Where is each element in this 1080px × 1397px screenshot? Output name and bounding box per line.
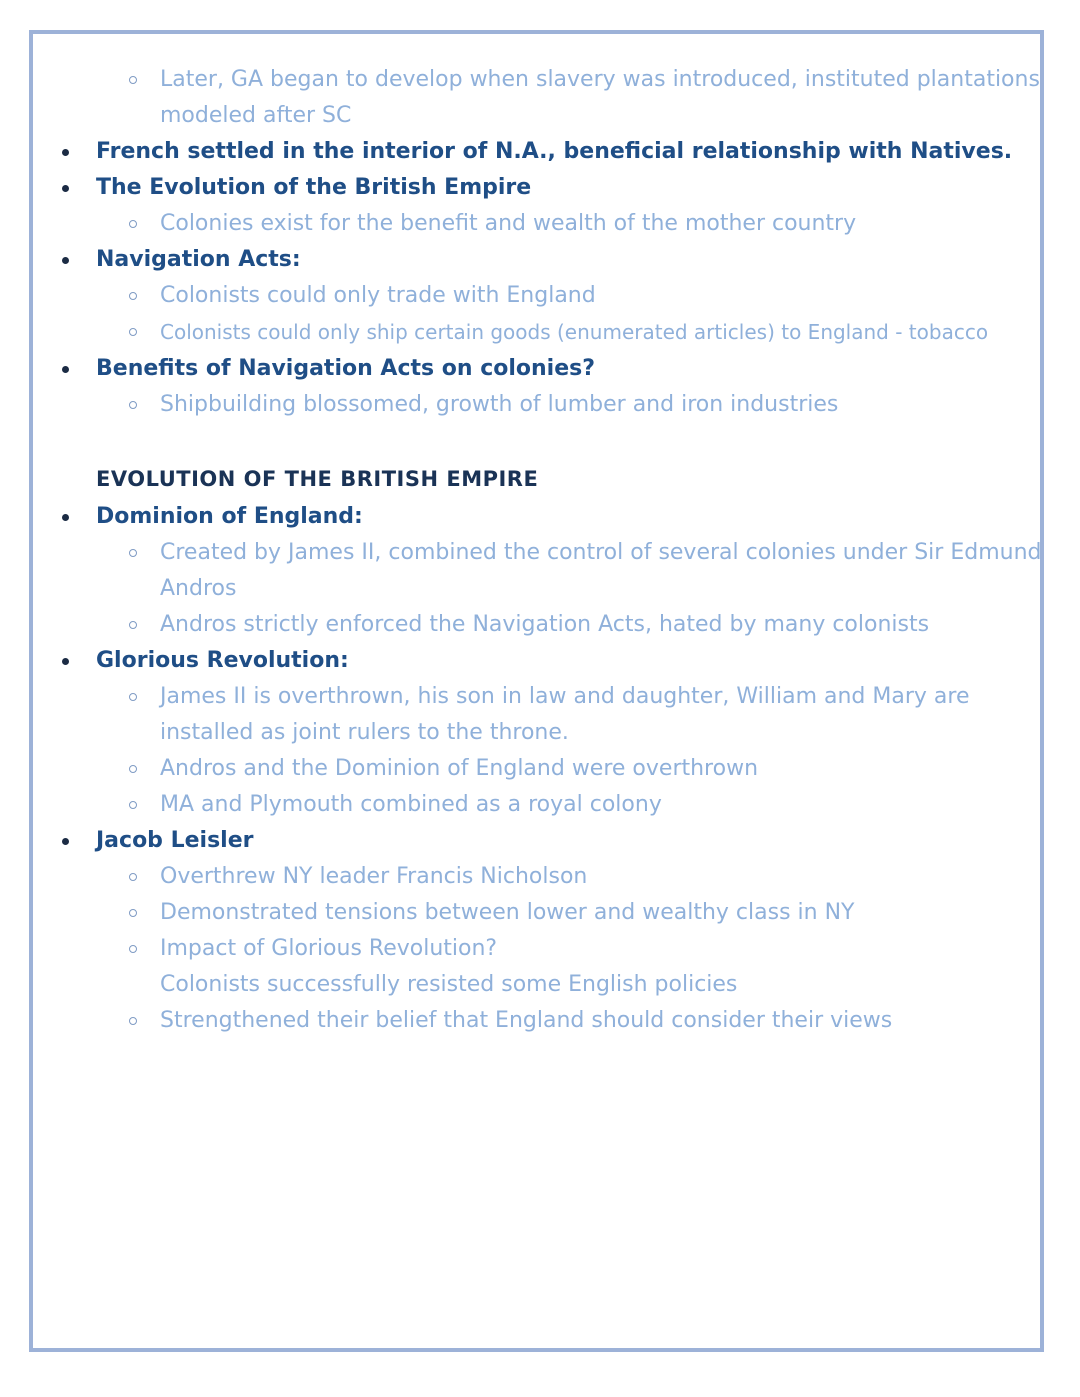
note-text: Andros and the Dominion of England were overthrown bbox=[160, 756, 759, 781]
circle-bullet-icon bbox=[129, 945, 137, 953]
circle-bullet-icon bbox=[129, 328, 137, 336]
note-text: Demonstrated tensions between lower and wealthy class in NY bbox=[160, 900, 855, 925]
note-text: Overthrew NY leader Francis Nicholson bbox=[160, 864, 588, 889]
bullet-icon bbox=[62, 257, 69, 264]
circle-bullet-icon bbox=[129, 693, 137, 701]
list-item-continuation bbox=[60, 571, 1020, 607]
list-item bbox=[60, 62, 1040, 98]
bullet-icon bbox=[62, 514, 69, 521]
list-item bbox=[60, 859, 1020, 895]
bullet-icon bbox=[62, 838, 69, 845]
note-text: Andros bbox=[160, 576, 237, 601]
bullet-icon bbox=[62, 149, 69, 156]
circle-bullet-icon bbox=[129, 220, 137, 228]
list-item-continuation bbox=[60, 967, 1020, 1003]
list-item bbox=[60, 278, 1020, 314]
topic-text: Benefits of Navigation Acts on colonies? bbox=[96, 356, 595, 381]
note-text: Created by James II, combined the control of several colonies under Sir Edmund bbox=[160, 540, 1042, 565]
note-text: Shipbuilding blossomed, growth of lumber and iron industries bbox=[160, 392, 839, 417]
list-item bbox=[60, 643, 1020, 679]
note-text: Andros strictly enforced the Navigation Acts, hated by many colonists bbox=[160, 612, 930, 637]
list-item bbox=[60, 931, 1020, 967]
note-text: Colonists could only trade with England bbox=[160, 283, 596, 308]
topic-text: Jacob Leisler bbox=[96, 828, 254, 853]
circle-bullet-icon bbox=[129, 765, 137, 773]
note-text: Later, GA began to develop when slavery was introduced, instituted plantations bbox=[160, 67, 1040, 92]
topic-text: Glorious Revolution: bbox=[96, 648, 349, 673]
list-item bbox=[60, 751, 1020, 787]
spacer bbox=[60, 423, 1020, 459]
note-text: Colonies exist for the benefit and wealth of the mother country bbox=[160, 211, 857, 236]
note-text: modeled after SC bbox=[160, 103, 352, 128]
list-item bbox=[60, 387, 1020, 423]
list-item bbox=[60, 134, 1020, 170]
list-item bbox=[60, 1003, 1020, 1039]
list-item bbox=[60, 314, 1020, 351]
circle-bullet-icon bbox=[129, 801, 137, 809]
list-item bbox=[60, 170, 1020, 206]
list-item bbox=[60, 787, 1020, 823]
circle-bullet-icon bbox=[129, 873, 137, 881]
note-text: installed as joint rulers to the throne. bbox=[160, 720, 569, 745]
note-text: Impact of Glorious Revolution? bbox=[160, 936, 498, 961]
section-heading: EVOLUTION OF THE BRITISH EMPIRE bbox=[96, 467, 539, 491]
topic-text: The Evolution of the British Empire bbox=[96, 175, 532, 200]
circle-bullet-icon bbox=[129, 909, 137, 917]
circle-bullet-icon bbox=[129, 292, 137, 300]
list-item bbox=[60, 206, 1020, 242]
topic-text: Navigation Acts: bbox=[96, 247, 301, 272]
circle-bullet-icon bbox=[129, 401, 137, 409]
list-item bbox=[60, 351, 1020, 387]
note-text: Colonists successfully resisted some English policies bbox=[160, 972, 738, 997]
note-text: MA and Plymouth combined as a royal colony bbox=[160, 792, 662, 817]
topic-text: French settled in the interior of N.A., beneficial relationship with Natives. bbox=[96, 139, 1013, 164]
note-text: James II is overthrown, his son in law and daughter, William and Mary are bbox=[160, 684, 970, 709]
topic-text: Dominion of England: bbox=[96, 504, 363, 529]
list-item bbox=[60, 895, 1020, 931]
circle-bullet-icon bbox=[129, 549, 137, 557]
note-text: Strengthened their belief that England should consider their views bbox=[160, 1008, 893, 1033]
list-item bbox=[60, 823, 1020, 859]
bullet-icon bbox=[62, 185, 69, 192]
bullet-icon bbox=[62, 658, 69, 665]
list-item bbox=[60, 535, 1042, 571]
list-item-continuation bbox=[60, 98, 1020, 134]
notes-content bbox=[60, 62, 1042, 1039]
list-item bbox=[60, 607, 1020, 643]
list-item-continuation bbox=[60, 715, 1020, 751]
list-item bbox=[60, 679, 1020, 715]
bullet-icon bbox=[62, 366, 69, 373]
circle-bullet-icon bbox=[129, 1017, 137, 1025]
note-text: Colonists could only ship certain goods (enumerated articles) to England - tobacco bbox=[160, 320, 989, 344]
list-item bbox=[60, 499, 1020, 535]
list-item bbox=[60, 242, 1020, 278]
circle-bullet-icon bbox=[129, 76, 137, 84]
circle-bullet-icon bbox=[129, 621, 137, 629]
